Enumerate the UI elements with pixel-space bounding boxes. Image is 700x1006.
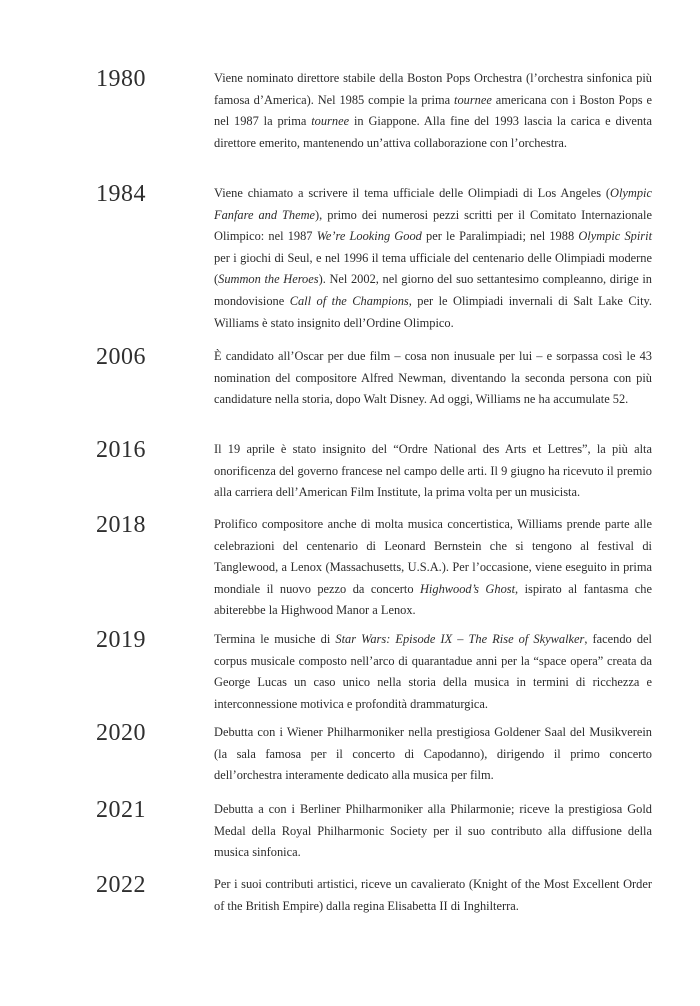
text-run-italic: Highwood’s Ghost xyxy=(419,581,516,596)
entry-text xyxy=(214,439,652,504)
text-run-italic: Olympic Spirit xyxy=(578,229,653,244)
text-run: , ispirato al fantasma che abiterebbe la Highwood Manor a Lenox. xyxy=(214,581,652,618)
entry-year: 2019 xyxy=(96,627,146,653)
text-run: Prolifico compositore anche di molta musica concertistica, Williams prende parte alle celebrazioni del centenario di Leonard Bernstein che si tengono al festival di Tanglewood, a Lenox (Massachusetts, U.S.A.). Per l’occasione, viene eseguito in prima mondiale il nuovo pezzo da concerto xyxy=(214,517,652,596)
entry-text xyxy=(214,183,652,334)
entry-text xyxy=(214,799,652,864)
text-run: Debutta con i Wiener Philharmoniker nella prestigiosa Goldener Saal del Musikverein (la sala famosa per il concerto di Capodanno), dirigendo il primo concerto dell’orchestra interamente dedicato alla musica per film. xyxy=(214,725,652,783)
entry-text xyxy=(214,514,652,622)
entry-year: 2022 xyxy=(96,872,146,898)
text-run-italic: Call of the Champions xyxy=(289,293,409,308)
entry-text xyxy=(214,346,652,411)
entry-text xyxy=(214,68,652,154)
text-run: Viene chiamato a scrivere il tema ufficiale delle Olimpiadi di Los Angeles ( xyxy=(214,186,611,200)
text-run: , per le Olimpiadi invernali di Salt Lake City. Williams è stato insignito dell’Ordine Olimpico. xyxy=(214,293,653,330)
text-run: Termina le musiche di xyxy=(214,632,336,646)
text-run: ), primo dei numerosi pezzi scritti per il Comitato Internazionale Olimpico: nel 1987 xyxy=(214,207,652,244)
text-run: americana con i Boston Pops e nel 1987 la prima xyxy=(214,92,652,129)
entry-year: 2021 xyxy=(96,797,146,823)
text-run-italic: We’re Looking Good xyxy=(316,229,422,244)
entry-year: 1984 xyxy=(96,181,146,207)
text-run: ). Nel 2002, nel giorno del suo settantesimo compleanno, dirige in mondovisione xyxy=(214,272,652,308)
entry-year: 2018 xyxy=(96,512,146,538)
text-run-italic: tournee xyxy=(311,114,350,129)
entry-text xyxy=(214,874,652,917)
entry-year: 2020 xyxy=(96,720,146,746)
text-run: È candidato all’Oscar per due film – cosa non inusuale per lui – e sorpassa così le 43 nomination del compositore Alfred Newman, diventando la seconda persona con più candidature nella storia, dopo Walt Disney. Ad oggi, Williams ne ha accumulate 52. xyxy=(214,349,652,407)
entry-text xyxy=(214,722,652,787)
text-run: Viene nominato direttore stabile della Boston Pops Orchestra (l’orchestra sinfonica più famosa d’America). Nel 1985 compie la prima xyxy=(214,71,652,107)
text-run: , facendo del corpus musicale composto nell’arco di quarantadue anni per la “space opera” creata da George Lucas un caso unico nella storia della musica in termini di ricchezza e interconnessione motivica e profondità drammaturgica. xyxy=(214,632,652,711)
text-run-italic: tournee xyxy=(454,92,492,107)
text-run-italic: Olympic Fanfare and Theme xyxy=(214,186,652,222)
text-run: in Giappone. Alla fine del 1993 lascia la carica e diventa direttore emerito, mantenendo un’attiva collaborazione con l’orchestra. xyxy=(214,114,652,150)
entry-year: 2016 xyxy=(96,437,146,463)
entry-text xyxy=(214,629,652,715)
entry-year: 2006 xyxy=(96,344,146,370)
text-run-italic: Star Wars: Episode IX – The Rise of Skywalker xyxy=(335,632,585,646)
text-run: Debutta a con i Berliner Philharmoniker alla Philarmonie; riceve la prestigiosa Gold Medal della Royal Philharmonic Society per il suo contributo alla diffusione della musica sinfonica. xyxy=(214,802,652,860)
text-run: Il 19 aprile è stato insignito del “Ordre National des Arts et Lettres”, la più alta onorificenza del governo francese nel campo delle arti. Il 9 giugno ha ricevuto il premio alla carriera dell’American Film Institute, la prima volta per un musicista. xyxy=(214,442,652,500)
text-run: per i giochi di Seul, e nel 1996 il tema ufficiale del centenario delle Olimpiadi moderne ( xyxy=(214,250,652,287)
text-run: Per i suoi contributi artistici, riceve un cavalierato (Knight of the Most Excellent Order of the British Empire) dalla regina Elisabetta II di Inghilterra. xyxy=(214,877,652,913)
entry-year: 1980 xyxy=(96,66,146,92)
text-run-italic: Summon the Heroes xyxy=(218,272,319,287)
text-run: per le Paralimpiadi; nel 1988 xyxy=(421,229,579,244)
